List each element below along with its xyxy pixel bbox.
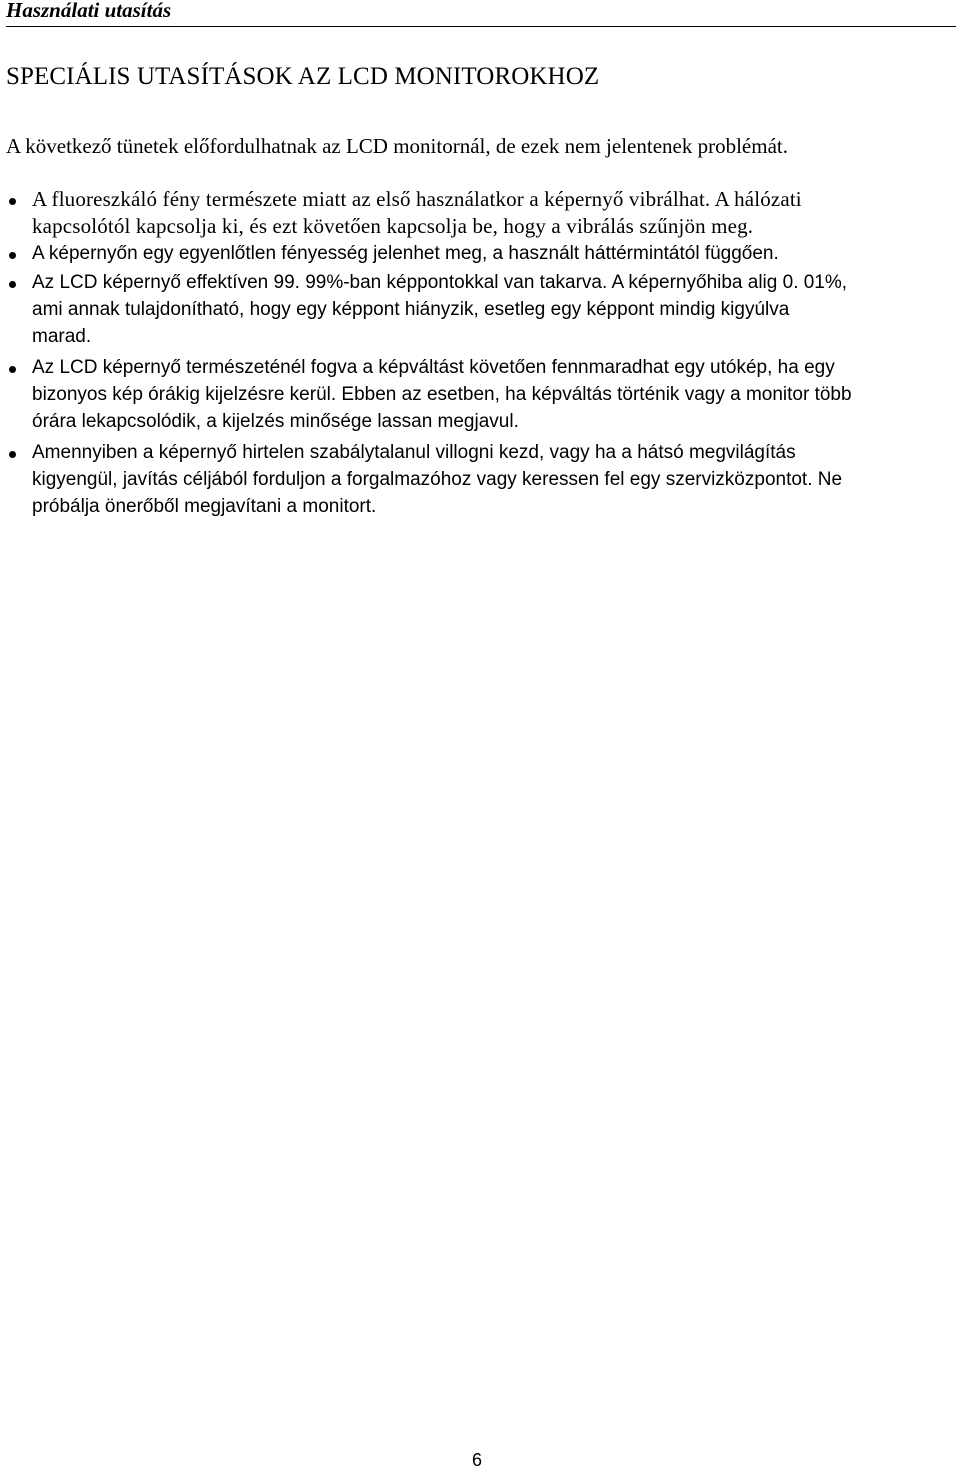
bullet-icon <box>9 366 16 373</box>
bullet-icon <box>9 252 16 259</box>
bullet-icon <box>9 451 16 458</box>
page-title: SPECIÁLIS UTASÍTÁSOK AZ LCD MONITOROKHOZ <box>6 63 600 90</box>
header-title: Használati utasítás <box>6 0 172 22</box>
page-number: 6 <box>472 1450 483 1470</box>
bullet-line: kigyengül, javítás céljából forduljon a forgalmazóhoz vagy keressen fel egy szervizközpontot. Ne <box>32 469 843 490</box>
bullet-line: ami annak tulajdonítható, hogy egy képpont hiányzik, esetleg egy képpont mindig kigyúlva <box>32 299 790 320</box>
bullet-line: órára lekapcsolódik, a kijelzés minősége lassan megjavul. <box>32 411 519 432</box>
bullet-line: marad. <box>32 326 92 347</box>
list-item <box>0 240 960 267</box>
list-item <box>0 354 960 435</box>
page-header <box>6 0 956 27</box>
bullet-line: A képernyőn egy egyenlőtlen fényesség jelenhet meg, a használt háttérmintától függően. <box>32 243 779 264</box>
bullet-line: bizonyos kép órákig kijelzésre kerül. Ebben az esetben, ha képváltás történik vagy a monitor több <box>32 384 852 405</box>
bullet-line: Amennyiben a képernyő hirtelen szabálytalanul villogni kezd, vagy ha a hátsó megvilágítás <box>32 442 796 463</box>
bullet-line: A fluoreszkáló fény természete miatt az első használatkor a képernyő vibrálhat. A hálózati <box>32 187 802 211</box>
bullet-icon <box>9 198 16 205</box>
list-item <box>0 186 960 240</box>
intro-text: A következő tünetek előfordulhatnak az LCD monitornál, de ezek nem jelentenek problémát. <box>6 134 788 158</box>
bullet-line: próbálja önerőből megjavítani a monitort. <box>32 496 377 517</box>
bullet-list <box>0 186 960 520</box>
bullet-icon <box>9 281 16 288</box>
bullet-line: Az LCD képernyő természeténél fogva a képváltást követően fennmaradhat egy utókép, ha egy <box>32 357 835 378</box>
bullet-line: Az LCD képernyő effektíven 99. 99%-ban képpontokkal van takarva. A képernyőhiba alig 0. 01%, <box>32 272 848 293</box>
bullet-line: kapcsolótól kapcsolja ki, és ezt követően kapcsolja be, hogy a vibrálás szűnjön meg. <box>32 214 754 238</box>
list-item <box>0 269 960 350</box>
list-item <box>0 439 960 520</box>
